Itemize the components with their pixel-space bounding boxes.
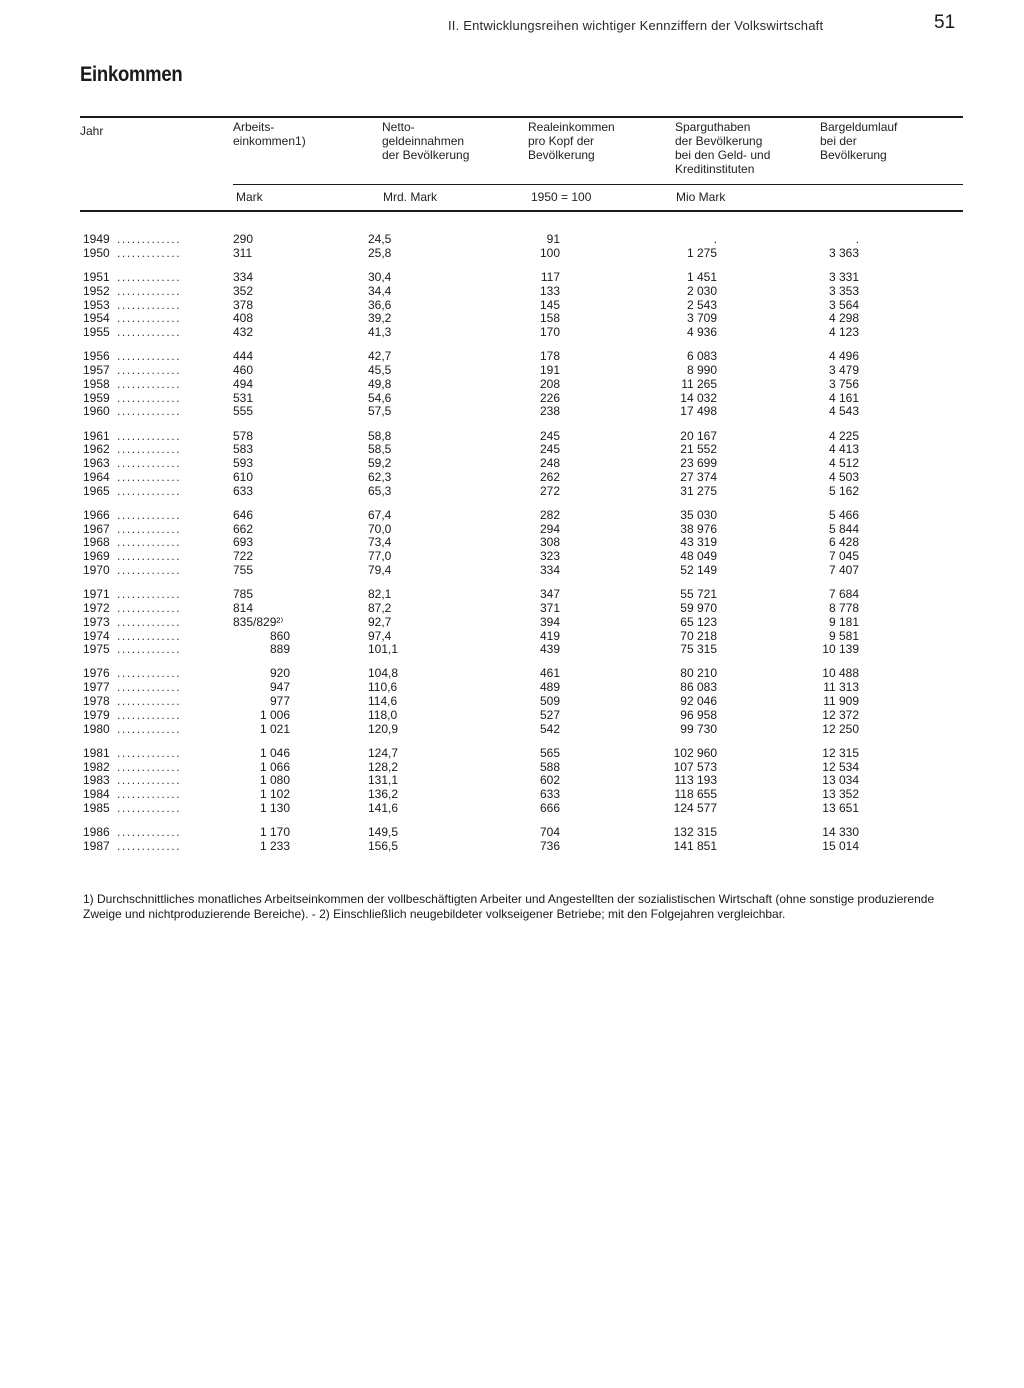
cell-nettogeldeinnahmen: 65,3 <box>368 483 392 498</box>
cell-nettogeldeinnahmen: 156,5 <box>368 838 399 853</box>
unit-index: 1950 = 100 <box>531 190 592 204</box>
cell-realeinkommen: 565 <box>539 745 560 760</box>
cell-year: 1961 <box>83 428 110 443</box>
cell-arbeitseinkommen: 352 <box>233 283 254 298</box>
cell-sparguthaben: 23 699 <box>680 456 717 471</box>
cell-nettogeldeinnahmen: 141,6 <box>368 800 399 815</box>
cell-nettogeldeinnahmen: 24,5 <box>368 232 392 246</box>
cell-nettogeldeinnahmen: 92,7 <box>368 614 392 629</box>
cell-realeinkommen: 226 <box>539 390 560 405</box>
cell-realeinkommen: 100 <box>539 245 560 260</box>
cell-nettogeldeinnahmen: 41,3 <box>368 325 392 340</box>
cell-arbeitseinkommen: 633 <box>233 483 254 498</box>
cell-realeinkommen: 736 <box>539 838 560 853</box>
cell-arbeitseinkommen: 290 <box>233 232 254 246</box>
leader-dots: ............. <box>117 521 182 536</box>
cell-realeinkommen: 371 <box>539 600 560 615</box>
cell-arbeitseinkommen: 1 021 <box>259 721 290 736</box>
cell-realeinkommen: 489 <box>539 680 560 695</box>
leader-dots: ............. <box>117 535 182 550</box>
cell-arbeitseinkommen: 1 046 <box>259 745 290 760</box>
leader-dots: ............. <box>117 680 182 695</box>
cell-year: 1987 <box>83 838 110 853</box>
leader-dots: ............. <box>117 666 182 681</box>
cell-arbeitseinkommen: 947 <box>269 680 290 695</box>
cell-sparguthaben: 1 275 <box>686 245 717 260</box>
page-number: 51 <box>934 12 956 33</box>
cell-arbeitseinkommen: 583 <box>233 442 254 457</box>
cell-realeinkommen: 419 <box>539 628 560 643</box>
leader-dots: ............. <box>117 442 182 457</box>
cell-arbeitseinkommen: 1 080 <box>259 773 290 788</box>
cell-nettogeldeinnahmen: 39,2 <box>368 311 392 326</box>
cell-bargeldumlauf: 4 512 <box>828 456 859 471</box>
cell-bargeldumlauf: 4 298 <box>828 311 859 326</box>
cell-realeinkommen: 439 <box>539 642 560 657</box>
cell-year: 1982 <box>83 759 110 774</box>
cell-bargeldumlauf: 4 123 <box>828 325 859 340</box>
cell-nettogeldeinnahmen: 42,7 <box>368 349 392 364</box>
leader-dots: ............. <box>117 507 182 522</box>
cell-arbeitseinkommen: 531 <box>233 390 254 405</box>
cell-arbeitseinkommen: 889 <box>269 642 290 657</box>
cell-sparguthaben: 113 193 <box>674 773 717 788</box>
cell-arbeitseinkommen: 578 <box>233 428 254 443</box>
cell-year: 1959 <box>83 390 110 405</box>
cell-bargeldumlauf: 11 313 <box>823 680 859 695</box>
cell-year: 1964 <box>83 469 110 484</box>
cell-sparguthaben: 2 543 <box>686 297 717 312</box>
cell-year: 1983 <box>83 773 110 788</box>
column-header-bargeldumlauf: Bargeldumlauf bei der Bevölkerung <box>820 120 898 162</box>
cell-realeinkommen: 248 <box>539 456 560 471</box>
leader-dots: ............. <box>117 587 182 602</box>
column-header-jahr: Jahr <box>80 124 104 138</box>
cell-sparguthaben: 11 265 <box>681 376 717 391</box>
leader-dots: ............. <box>117 404 182 419</box>
cell-realeinkommen: 208 <box>539 376 560 391</box>
cell-bargeldumlauf: 4 503 <box>828 469 859 484</box>
cell-sparguthaben: 6 083 <box>686 349 717 364</box>
leader-dots: ............. <box>117 311 182 326</box>
cell-arbeitseinkommen: 593 <box>233 456 254 471</box>
cell-bargeldumlauf: 4 543 <box>828 404 859 419</box>
cell-nettogeldeinnahmen: 54,6 <box>368 390 392 405</box>
cell-year: 1965 <box>83 483 110 498</box>
cell-realeinkommen: 394 <box>539 614 560 629</box>
cell-nettogeldeinnahmen: 114,6 <box>368 694 398 708</box>
cell-realeinkommen: 527 <box>539 707 560 722</box>
cell-sparguthaben: 20 167 <box>680 428 717 443</box>
leader-dots: ............. <box>117 642 182 657</box>
cell-year: 1986 <box>83 825 110 839</box>
cell-realeinkommen: 245 <box>539 428 560 443</box>
leader-dots: ............. <box>117 707 182 722</box>
leader-dots: ............. <box>117 428 182 443</box>
cell-year: 1967 <box>83 521 110 536</box>
cell-bargeldumlauf: 3 363 <box>828 245 859 260</box>
cell-year: 1979 <box>83 707 110 722</box>
leader-dots: ............. <box>117 549 182 564</box>
leader-dots: ............. <box>117 349 182 364</box>
cell-realeinkommen: 588 <box>539 759 560 774</box>
cell-sparguthaben: 75 315 <box>680 642 717 657</box>
cell-arbeitseinkommen: 693 <box>233 535 254 550</box>
cell-sparguthaben: 52 149 <box>680 563 717 577</box>
cell-arbeitseinkommen: 1 170 <box>259 825 290 839</box>
leader-dots: ............. <box>117 283 182 298</box>
cell-sparguthaben: 59 970 <box>680 600 717 615</box>
cell-arbeitseinkommen: 555 <box>233 404 254 419</box>
cell-year: 1968 <box>83 535 110 550</box>
cell-nettogeldeinnahmen: 87,2 <box>368 600 392 615</box>
cell-year: 1973 <box>83 614 110 629</box>
leader-dots: ............. <box>117 628 182 643</box>
cell-year: 1963 <box>83 456 110 471</box>
cell-year: 1956 <box>83 349 110 364</box>
cell-arbeitseinkommen: 1 233 <box>259 838 290 853</box>
cell-nettogeldeinnahmen: 82,1 <box>368 587 392 602</box>
cell-bargeldumlauf: 12 315 <box>822 745 859 760</box>
leader-dots: ............. <box>117 376 182 391</box>
leader-dots: ............. <box>117 825 182 839</box>
cell-arbeitseinkommen: 432 <box>233 325 254 340</box>
cell-realeinkommen: 509 <box>539 694 560 708</box>
cell-bargeldumlauf: 5 466 <box>828 507 859 522</box>
cell-nettogeldeinnahmen: 104,8 <box>368 666 399 681</box>
cell-year: 1969 <box>83 549 110 564</box>
cell-bargeldumlauf: 14 330 <box>822 825 859 839</box>
cell-bargeldumlauf: 10 139 <box>822 642 859 657</box>
cell-arbeitseinkommen: 1 102 <box>259 787 290 802</box>
cell-arbeitseinkommen: 755 <box>233 563 254 577</box>
leader-dots: ............. <box>117 232 182 246</box>
cell-arbeitseinkommen: 1 006 <box>259 707 290 722</box>
cell-arbeitseinkommen: 408 <box>233 311 254 326</box>
cell-sparguthaben: 124 577 <box>673 800 717 815</box>
column-header-realeinkommen: Realeinkommen pro Kopf der Bevölkerung <box>528 120 615 162</box>
cell-sparguthaben: 132 315 <box>673 825 717 839</box>
cell-bargeldumlauf: 13 034 <box>822 773 859 788</box>
cell-nettogeldeinnahmen: 58,5 <box>368 442 392 457</box>
cell-sparguthaben: 27 374 <box>680 469 717 484</box>
cell-year: 1952 <box>83 283 110 298</box>
cell-sparguthaben: 86 083 <box>680 680 717 695</box>
cell-sparguthaben: 92 046 <box>680 694 717 708</box>
leader-dots: ............. <box>117 721 182 736</box>
cell-year: 1957 <box>83 363 110 377</box>
cell-nettogeldeinnahmen: 36,6 <box>368 297 392 312</box>
cell-nettogeldeinnahmen: 70,0 <box>368 521 392 536</box>
cell-arbeitseinkommen: 835/829²⁾ <box>233 614 284 629</box>
cell-bargeldumlauf: 10 488 <box>822 666 859 681</box>
cell-bargeldumlauf: 15 014 <box>822 838 859 853</box>
cell-nettogeldeinnahmen: 57,5 <box>368 404 392 419</box>
cell-realeinkommen: 323 <box>539 549 560 564</box>
cell-nettogeldeinnahmen: 124,7 <box>368 745 399 760</box>
cell-realeinkommen: 542 <box>539 721 560 736</box>
cell-year: 1950 <box>83 245 110 260</box>
cell-sparguthaben: 70 218 <box>680 628 717 643</box>
leader-dots: ............. <box>117 469 182 484</box>
cell-arbeitseinkommen: 646 <box>233 507 254 522</box>
cell-realeinkommen: 91 <box>546 232 560 246</box>
cell-arbeitseinkommen: 785 <box>233 587 254 602</box>
cell-sparguthaben: 141 851 <box>673 838 717 853</box>
cell-arbeitseinkommen: 460 <box>233 363 254 377</box>
cell-nettogeldeinnahmen: 131,1 <box>368 773 399 788</box>
cell-nettogeldeinnahmen: 110,6 <box>368 680 398 695</box>
leader-dots: ............. <box>117 800 182 815</box>
cell-arbeitseinkommen: 722 <box>233 549 254 564</box>
cell-arbeitseinkommen: 378 <box>233 297 254 312</box>
running-head: II. Entwicklungsreihen wichtiger Kennziffern der Volkswirtschaft <box>448 18 824 33</box>
leader-dots: ............. <box>117 363 182 377</box>
cell-nettogeldeinnahmen: 49,8 <box>368 376 392 391</box>
cell-bargeldumlauf: 12 534 <box>822 759 859 774</box>
cell-year: 1977 <box>83 680 110 695</box>
cell-bargeldumlauf: 4 413 <box>828 442 859 457</box>
cell-year: 1984 <box>83 787 110 802</box>
cell-year: 1966 <box>83 507 110 522</box>
cell-realeinkommen: 262 <box>539 469 560 484</box>
cell-bargeldumlauf: 3 479 <box>828 363 859 377</box>
cell-nettogeldeinnahmen: 79,4 <box>368 563 392 577</box>
cell-realeinkommen: 602 <box>539 773 560 788</box>
cell-arbeitseinkommen: 444 <box>233 349 254 364</box>
leader-dots: ............. <box>117 297 182 312</box>
cell-year: 1978 <box>83 694 110 708</box>
cell-realeinkommen: 347 <box>539 587 560 602</box>
cell-year: 1960 <box>83 404 110 419</box>
cell-nettogeldeinnahmen: 120,9 <box>368 721 399 736</box>
cell-sparguthaben: 102 960 <box>673 745 717 760</box>
cell-year: 1958 <box>83 376 110 391</box>
cell-bargeldumlauf: 9 581 <box>828 628 859 643</box>
leader-dots: ............. <box>117 325 182 340</box>
cell-realeinkommen: 117 <box>540 269 560 284</box>
cell-bargeldumlauf: 3 564 <box>828 297 859 312</box>
unit-mark: Mark <box>236 190 263 204</box>
cell-sparguthaben: 80 210 <box>680 666 717 681</box>
leader-dots: ............. <box>117 456 182 471</box>
cell-sparguthaben: 107 573 <box>673 759 717 774</box>
cell-arbeitseinkommen: 977 <box>269 694 290 708</box>
cell-sparguthaben: 8 990 <box>686 363 717 377</box>
cell-sparguthaben: 118 655 <box>674 787 717 802</box>
unit-mrd-mark: Mrd. Mark <box>383 190 437 204</box>
cell-bargeldumlauf: 7 045 <box>828 549 859 564</box>
cell-year: 1954 <box>83 311 110 326</box>
cell-realeinkommen: 704 <box>539 825 560 839</box>
cell-bargeldumlauf: 3 331 <box>828 269 859 284</box>
leader-dots: ............. <box>117 390 182 405</box>
leader-dots: ............. <box>117 563 182 577</box>
column-header-sparguthaben: Sparguthaben der Bevölkerung bei den Geld- und Kreditinstituten <box>675 120 771 176</box>
cell-realeinkommen: 145 <box>539 297 560 312</box>
cell-arbeitseinkommen: 1 130 <box>259 800 290 815</box>
cell-sparguthaben: 3 709 <box>686 311 717 326</box>
cell-arbeitseinkommen: 662 <box>233 521 254 536</box>
cell-bargeldumlauf: . <box>855 232 859 246</box>
cell-nettogeldeinnahmen: 30,4 <box>368 269 392 284</box>
cell-bargeldumlauf: 5 162 <box>828 483 859 498</box>
cell-nettogeldeinnahmen: 97,4 <box>368 628 392 643</box>
leader-dots: ............. <box>117 269 182 284</box>
column-header-arbeitseinkommen: Arbeits- einkommen1) <box>233 120 306 148</box>
cell-bargeldumlauf: 9 181 <box>828 614 859 629</box>
cell-bargeldumlauf: 7 684 <box>828 587 859 602</box>
cell-arbeitseinkommen: 860 <box>269 628 290 643</box>
cell-nettogeldeinnahmen: 67,4 <box>368 507 392 522</box>
leader-dots: ............. <box>117 787 182 802</box>
cell-bargeldumlauf: 13 352 <box>822 787 859 802</box>
cell-bargeldumlauf: 8 778 <box>828 600 859 615</box>
cell-arbeitseinkommen: 610 <box>233 469 254 484</box>
cell-arbeitseinkommen: 814 <box>233 600 254 615</box>
cell-realeinkommen: 178 <box>539 349 560 364</box>
cell-sparguthaben: 48 049 <box>680 549 717 564</box>
cell-sparguthaben: 65 123 <box>680 614 717 629</box>
cell-nettogeldeinnahmen: 59,2 <box>368 456 392 471</box>
cell-year: 1976 <box>83 666 110 681</box>
leader-dots: ............. <box>117 759 182 774</box>
cell-year: 1980 <box>83 721 110 736</box>
cell-sparguthaben: 1 451 <box>686 269 717 284</box>
cell-year: 1962 <box>83 442 110 457</box>
cell-sparguthaben: 31 275 <box>680 483 717 498</box>
cell-sparguthaben: 43 319 <box>680 535 717 550</box>
cell-bargeldumlauf: 6 428 <box>828 535 859 550</box>
cell-sparguthaben: . <box>713 232 717 246</box>
cell-sparguthaben: 21 552 <box>680 442 717 457</box>
cell-realeinkommen: 245 <box>539 442 560 457</box>
cell-sparguthaben: 99 730 <box>680 721 717 736</box>
cell-bargeldumlauf: 3 353 <box>828 283 859 298</box>
cell-arbeitseinkommen: 494 <box>233 376 254 391</box>
cell-realeinkommen: 633 <box>539 787 560 802</box>
cell-sparguthaben: 96 958 <box>680 707 717 722</box>
section-title: Einkommen <box>80 63 183 86</box>
cell-arbeitseinkommen: 311 <box>233 245 253 260</box>
cell-realeinkommen: 334 <box>539 563 560 577</box>
cell-bargeldumlauf: 4 161 <box>828 390 859 405</box>
column-header-nettogeldeinnahmen: Netto- geldeinnahmen der Bevölkerung <box>382 120 470 162</box>
cell-nettogeldeinnahmen: 62,3 <box>368 469 392 484</box>
cell-bargeldumlauf: 3 756 <box>828 376 859 391</box>
cell-bargeldumlauf: 12 250 <box>822 721 859 736</box>
leader-dots: ............. <box>117 614 182 629</box>
cell-bargeldumlauf: 5 844 <box>828 521 859 536</box>
leader-dots: ............. <box>117 773 182 788</box>
cell-nettogeldeinnahmen: 101,1 <box>368 642 399 657</box>
cell-year: 1981 <box>83 745 110 760</box>
cell-year: 1955 <box>83 325 110 340</box>
cell-realeinkommen: 666 <box>539 800 560 815</box>
cell-realeinkommen: 282 <box>539 507 560 522</box>
cell-bargeldumlauf: 12 372 <box>822 707 859 722</box>
cell-sparguthaben: 38 976 <box>680 521 717 536</box>
cell-arbeitseinkommen: 1 066 <box>259 759 290 774</box>
cell-year: 1971 <box>83 587 110 602</box>
cell-nettogeldeinnahmen: 128,2 <box>368 759 399 774</box>
cell-nettogeldeinnahmen: 34,4 <box>368 283 392 298</box>
cell-year: 1972 <box>83 600 110 615</box>
cell-nettogeldeinnahmen: 73,4 <box>368 535 392 550</box>
cell-nettogeldeinnahmen: 25,8 <box>368 245 392 260</box>
cell-arbeitseinkommen: 334 <box>233 269 254 284</box>
cell-realeinkommen: 133 <box>539 283 560 298</box>
leader-dots: ............. <box>117 600 182 615</box>
cell-nettogeldeinnahmen: 136,2 <box>368 787 399 802</box>
cell-realeinkommen: 191 <box>539 363 560 377</box>
leader-dots: ............. <box>117 694 182 708</box>
cell-nettogeldeinnahmen: 149,5 <box>368 825 399 839</box>
cell-realeinkommen: 294 <box>539 521 560 536</box>
cell-year: 1951 <box>83 269 110 284</box>
cell-year: 1970 <box>83 563 110 577</box>
cell-year: 1974 <box>83 628 110 643</box>
cell-year: 1975 <box>83 642 110 657</box>
cell-bargeldumlauf: 7 407 <box>828 563 859 577</box>
cell-sparguthaben: 17 498 <box>680 404 717 419</box>
cell-sparguthaben: 14 032 <box>680 390 717 405</box>
cell-nettogeldeinnahmen: 118,0 <box>368 707 398 722</box>
cell-realeinkommen: 272 <box>539 483 560 498</box>
cell-year: 1985 <box>83 800 110 815</box>
cell-bargeldumlauf: 4 496 <box>828 349 859 364</box>
cell-sparguthaben: 4 936 <box>686 325 717 340</box>
leader-dots: ............. <box>117 745 182 760</box>
cell-year: 1953 <box>83 297 110 312</box>
cell-nettogeldeinnahmen: 77,0 <box>368 549 392 564</box>
cell-realeinkommen: 308 <box>539 535 560 550</box>
cell-realeinkommen: 158 <box>539 311 560 326</box>
footnote: 1) Durchschnittliches monatliches Arbeitseinkommen der vollbeschäftigten Arbeiter und Angestellten der sozialistischen Wirtschaft (ohne sonstige produzierende Zweige und nichtproduzierende Bereiche). - 2) Einschließlich neugebildeter volkseigener Betriebe; mit den Folgejahren vergleichbar. <box>83 892 935 921</box>
cell-nettogeldeinnahmen: 45,5 <box>368 363 392 377</box>
cell-sparguthaben: 35 030 <box>680 507 717 522</box>
cell-sparguthaben: 55 721 <box>680 587 717 602</box>
cell-bargeldumlauf: 11 909 <box>823 694 859 708</box>
leader-dots: ............. <box>117 483 182 498</box>
cell-realeinkommen: 170 <box>539 325 560 340</box>
cell-realeinkommen: 461 <box>539 666 560 681</box>
cell-sparguthaben: 2 030 <box>686 283 717 298</box>
cell-bargeldumlauf: 13 651 <box>822 800 859 815</box>
cell-nettogeldeinnahmen: 58,8 <box>368 428 392 443</box>
leader-dots: ............. <box>117 838 182 853</box>
cell-year: 1949 <box>83 232 110 246</box>
unit-mio-mark: Mio Mark <box>676 190 726 204</box>
cell-bargeldumlauf: 4 225 <box>828 428 859 443</box>
cell-realeinkommen: 238 <box>539 404 560 419</box>
leader-dots: ............. <box>117 245 182 260</box>
cell-arbeitseinkommen: 920 <box>269 666 290 681</box>
